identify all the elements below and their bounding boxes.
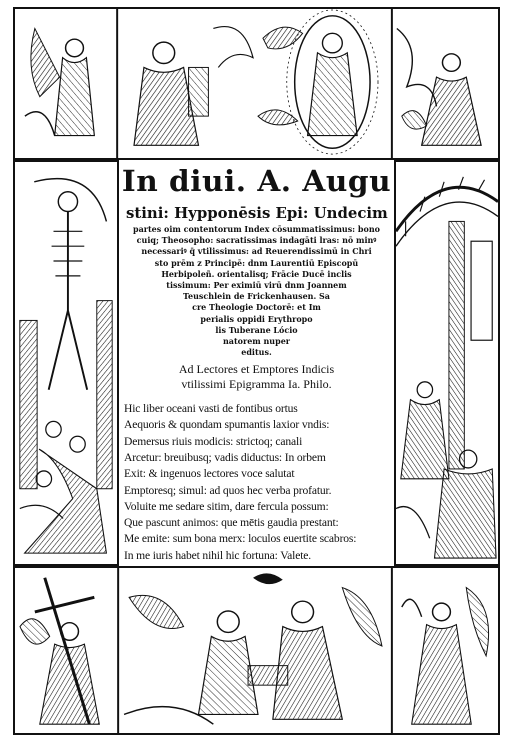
epigram-verse-line: Exit: & ingenuos lectores voce salutat (124, 467, 295, 481)
title-subtitle-line: partes oim contentorum Index cōsummatissimus: bono (133, 224, 380, 234)
epigram-verse-line: Hic liber oceani vasti de fontibus ortus (124, 402, 298, 415)
title-heading-line-1: In diui. A. Augu (121, 164, 392, 198)
top-woodcut-border (13, 7, 500, 160)
title-subtitle-line: lis Tuberane Lócio (215, 324, 298, 335)
epigram-verse-line: In me iuris habet nihil hic fortuna: Valete. (124, 548, 312, 562)
epigram-verse-line: Aequoris & quondam spumantis laxior vndis: (124, 418, 330, 432)
right-woodcut-border (394, 160, 500, 566)
title-subtitle-line: tissimum: Per eximiū virū dnm Joannem (166, 280, 347, 290)
title-subtitle-line: necessariꝰ q̄ vtilissimus: ad Reuerendissimū in Chri (141, 246, 372, 257)
title-text-block (119, 160, 394, 566)
title-subtitle-line: perialis oppidi Erythropo (200, 313, 313, 324)
epigram-verse-line: Me emite: sum bona merx: loculos euertite scabros: (124, 532, 357, 546)
left-woodcut-illustration (15, 162, 117, 564)
title-subtitle-line: Teuschlein de Frickenhausen. Sa (183, 291, 330, 302)
title-subtitle-line: cre Theologie Doctorē: et Im (192, 302, 321, 313)
left-woodcut-border (13, 160, 119, 566)
epigram-verse-line: Que pascunt animos: que mētis gaudia prestant: (124, 516, 339, 530)
epigram-heading-line-2: vtilissimi Epigramma Ia. Philo. (181, 377, 332, 391)
epigram-verse-line: Arcetur: breuibusq; vadis diductus: In orbem (124, 450, 326, 464)
bottom-woodcut-illustration (15, 568, 498, 733)
right-woodcut-illustration (396, 162, 498, 564)
epigram-verse-line: Demersus riuis modicis: strictoq; canali (124, 434, 303, 448)
title-subtitle-line: natorem nuper (222, 336, 290, 346)
title-subtitle-line: editus. (241, 347, 272, 358)
epigram-heading-line-1: Ad Lectores et Emptores Indicis (178, 362, 335, 376)
title-subtitle-line: Herbipoleñ. orientalisq; Frācie Ducē inclis (161, 268, 352, 279)
bottom-woodcut-border (13, 566, 500, 735)
title-subtitle-line: cuiq; Theosopho: sacratissimas indagāti lras: nō minꝰ (136, 235, 377, 246)
epigram-verse-line: Emptoresq; simul: ad quos hec verba profatur. (124, 483, 332, 497)
epigram-verse-line: Voluite me sedare sitim, dare fercula possum: (124, 499, 329, 513)
title-heading-line-2: stini: Hypponēsis Epi: Undecim (126, 204, 388, 222)
top-woodcut-illustration (15, 9, 498, 158)
title-subtitle-line: sto prēm z Principē: dnm Laurentiū Episcopū (154, 257, 359, 268)
